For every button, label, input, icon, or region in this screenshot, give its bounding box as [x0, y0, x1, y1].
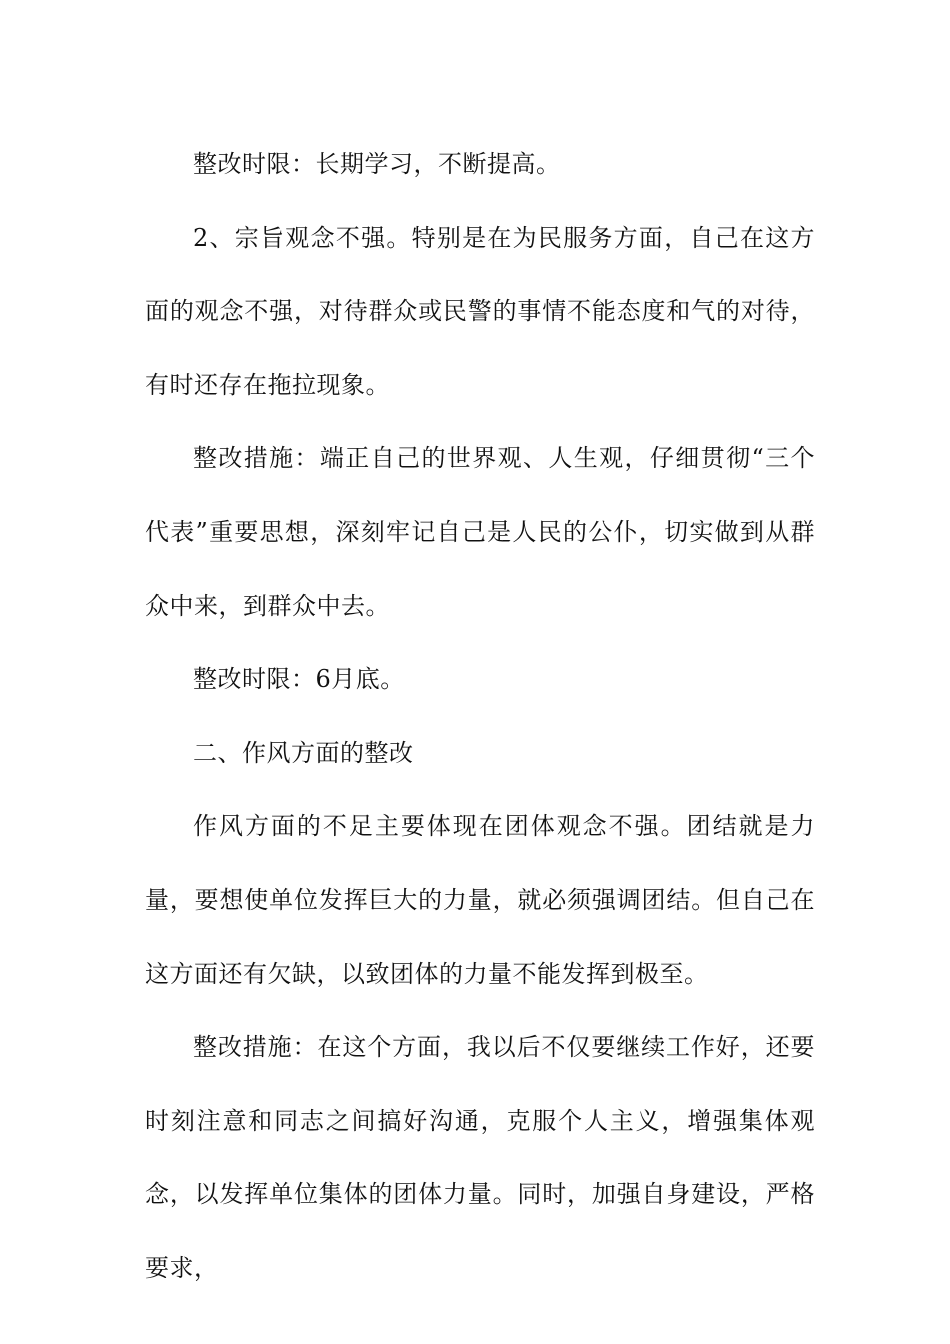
section-heading-work-style: 二、作风方面的整改 [193, 738, 414, 767]
paragraph-deadline-june: 整改时限：6月底。 [193, 665, 405, 694]
paragraph-deadline-long-term: 整改时限：长期学习，不断提高。 [193, 150, 561, 178]
paragraph-purpose-concept: 2、宗旨观念不强。特别是在为民服务方面，自己在这方面的观念不强，对待群众或民警的事情不能态度和气的对待，有时还存在拖拉现象。 [145, 223, 815, 399]
paragraph-rectification-measures-2: 整改措施：在这个方面，我以后不仅要继续工作好，还要时刻注意和同志之间搞好沟通，克服个人主义，增强集体观念，以发挥单位集体的团体力量。同时，加强自身建设，严格要求， [145, 1033, 815, 1282]
document-body [145, 128, 815, 1306]
paragraph-rectification-measures-1: 整改措施：端正自己的世界观、人生观，仔细贯彻“三个代表”重要思想，深刻牢记自己是人民的公仆，切实做到从群众中来，到群众中去。 [145, 444, 815, 620]
paragraph-work-style-shortcomings: 作风方面的不足主要体现在团体观念不强。团结就是力量，要想使单位发挥巨大的力量，就必须强调团结。但自己在这方面还有欠缺，以致团体的力量不能发挥到极至。 [145, 812, 815, 988]
